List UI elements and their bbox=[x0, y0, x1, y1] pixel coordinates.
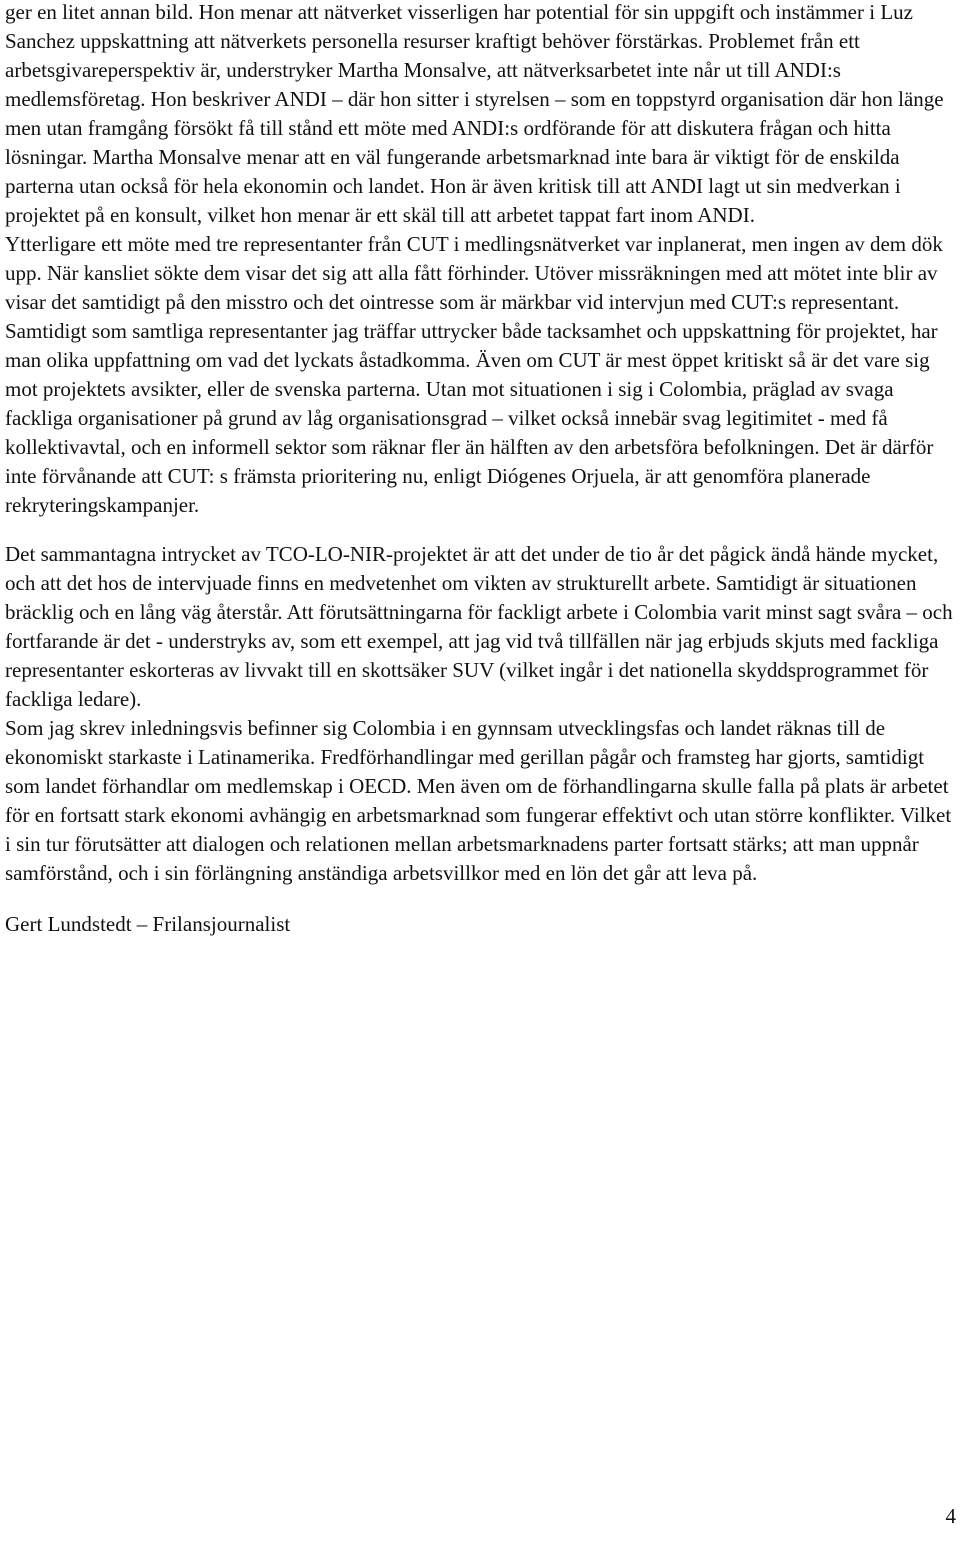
paragraph: Som jag skrev inledningsvis befinner sig Colombia i en gynnsam utvecklingsfas och landet räknas till de ekonomiskt starkaste i Latinamerika. Fredförhandlingar med gerillan pågår och framsteg har gjorts, samtidigt som landet förhandlar om medlemskap i OECD. Men även om de förhandlingarna skulle falla på plats är arbetet för en fortsatt stark ekonomi avhängig en arbetsmarknad som fungerar effektivt och utan större konflikter. Vilket i sin tur förutsätter att dialogen och relationen mellan arbetsmarknadens parter fortsatt stärks; att man uppnår samförstånd, och i sin förlängning anständiga arbetsvillkor med en lön det går att leva på. bbox=[5, 716, 952, 885]
paragraph-spacer bbox=[5, 520, 955, 540]
page-number: 4 bbox=[945, 1504, 956, 1528]
author-signature: Gert Lundstedt – Frilansjournalist bbox=[5, 912, 291, 936]
paragraph: Det sammantagna intrycket av TCO-LO-NIR-projektet är att det under de tio år det pågick ändå hände mycket, och att det hos de intervjuade finns en medvetenhet om vikten av strukturellt arbete. Samtidigt är situationen bräcklig och en lång väg återstår. Att förutsättningarna för fackligt arbete i Colombia varit minst sagt svåra – och fortfarande är det - understryks av, som ett exempel, att jag vid två tillfällen när jag erbjuds skjuts med fackliga representanter eskorteras av livvakt till en skottsäker SUV (vilket ingår i det nationella skyddsprogrammet för fackliga ledare). bbox=[5, 542, 953, 711]
document-page bbox=[5, 0, 955, 939]
paragraph: Ytterligare ett möte med tre representanter från CUT i medlingsnätverket var inplanerat, men ingen av dem dök upp. När kansliet sökte dem visar det sig att alla fått förhinder. Utöver missräkningen med att mötet inte blir av visar det samtidigt på den misstro och det ointresse som är märkbar vid intervjun med CUT:s representant. Samtidigt som samtliga representanter jag träffar uttrycker både tacksamhet och uppskattning för projektet, har man olika uppfattning om vad det lyckats åstadkomma. Även om CUT är mest öppet kritiskt så är det vare sig mot projektets avsikter, eller de svenska parterna. Utan mot situationen i sig i Colombia, präglad av svaga fackliga organisationer på grund av låg organisationsgrad – vilket också innebär svag legitimitet - med få kollektivavtal, och en informell sektor som räknar fler än hälften av den arbetsföra befolkningen. Det är därför inte förvånande att CUT: s främsta prioritering nu, enligt Diógenes Orjuela, är att genomföra planerade rekryteringskampanjer. bbox=[5, 232, 943, 517]
paragraph: ger en litet annan bild. Hon menar att nätverket visserligen har potential för sin uppgift och instämmer i Luz Sanchez uppskattning att nätverkets personella resurser kraftigt behöver förstärkas. Problemet från ett arbetsgivareperspektiv är, understryker Martha Monsalve, att nätverksarbetet inte når ut till ANDI:s medlemsföretag. Hon beskriver ANDI – där hon sitter i styrelsen – som en toppstyrd organisation där hon länge men utan framgång försökt få till stånd ett möte med ANDI:s ordförande för att diskutera frågan och hitta lösningar. Martha Monsalve menar att en väl fungerande arbetsmarknad inte bara är viktigt för de enskilda parterna utan också för hela ekonomin och landet. Hon är även kritisk till att ANDI lagt ut sin medverkan i projektet på en konsult, vilket hon menar är ett skäl till att arbetet tappat fart inom ANDI. bbox=[5, 0, 944, 227]
